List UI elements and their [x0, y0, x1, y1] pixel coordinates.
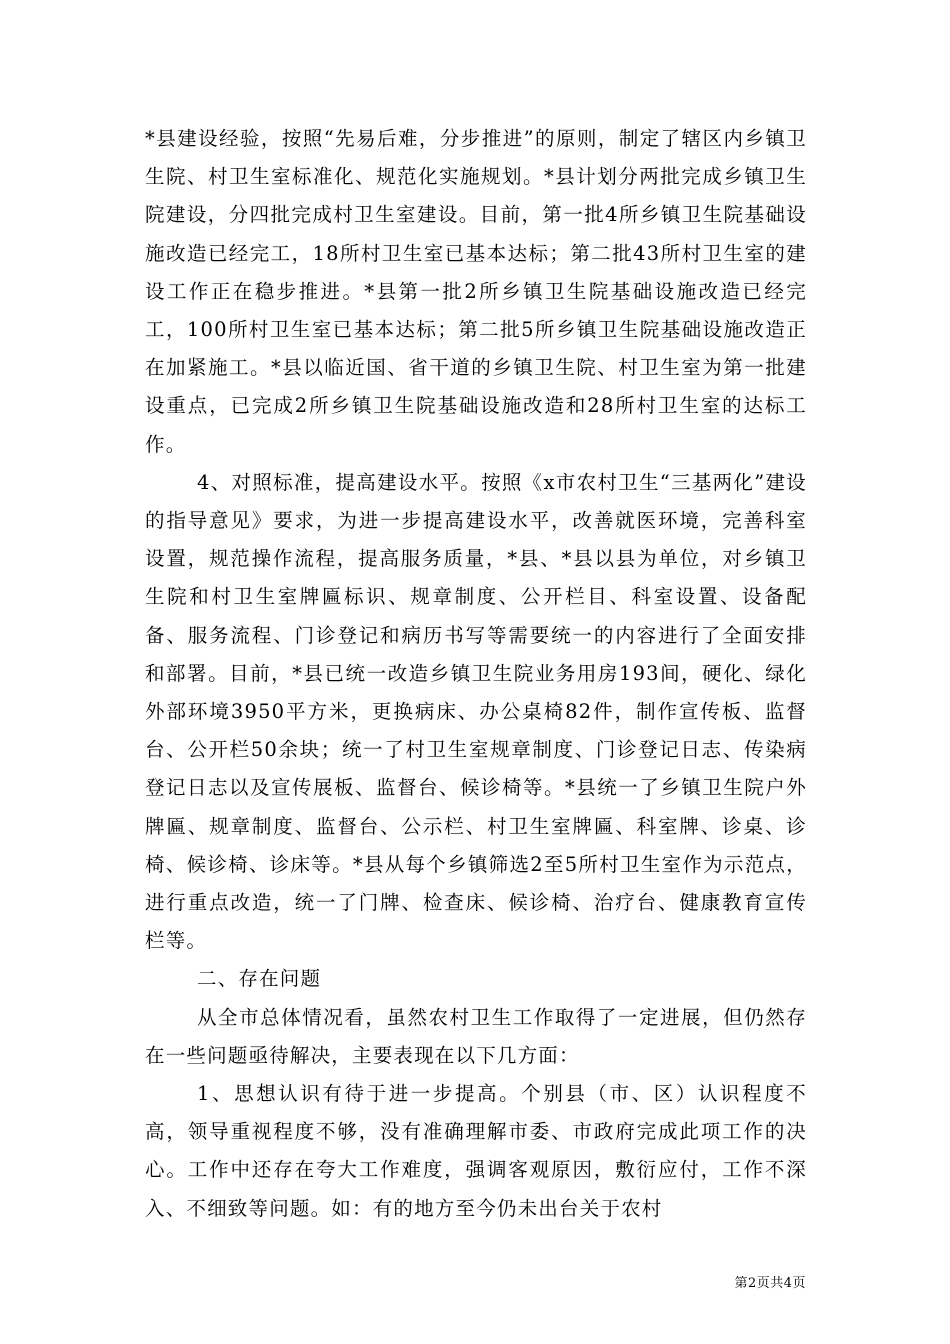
paragraph-awareness: 1、思想认识有待于进一步提高。个别县（市、区）认识程度不高，领导重视程度不够，没有准确理解市委、市政府完成此项工作的决心。工作中还存在夸大工作难度，强调客观原因，敷衍应付，工作不深入、不细致等问题。如：有的地方至今仍未出台关于农村 [145, 1082, 807, 1220]
paragraph-standards: 4、对照标准，提高建设水平。按照《x市农村卫生“三基两化”建设的指导意见》要求，为进一步提高建设水平，改善就医环境，完善科室设置，规范操作流程，提高服务质量，*县、*县以县为单位，对乡镇卫生院和村卫生室牌匾标识、规章制度、公开栏目、科室设置、设备配备、服务流程、门诊登记和病历书写等需要统一的内容进行了全面安排和部署。目前，*县已统一改造乡镇卫生院业务用房193间，硬化、绿化外部环境3950平方米，更换病床、办公桌椅82件，制作宣传板、监督台、公开栏50余块；统一了村卫生室规章制度、门诊登记日志、传染病登记日志以及宣传展板、监督台、候诊椅等。*县统一了乡镇卫生院户外牌匾、规章制度、监督台、公示栏、村卫生室牌匾、科室牌、诊桌、诊椅、候诊椅、诊床等。*县从每个乡镇筛选2至5所村卫生室作为示范点，进行重点改造，统一了门牌、检查床、候诊椅、治疗台、健康教育宣传栏等。 [145, 470, 807, 953]
section-heading-problems: 二、存在问题 [197, 967, 322, 991]
paragraph-construction-progress: *县建设经验，按照“先易后难，分步推进”的原则，制定了辖区内乡镇卫生院、村卫生室标准化、规范化实施规划。*县计划分两批完成乡镇卫生院建设，分四批完成村卫生室建设。目前，第一批4所乡镇卫生院基础设施改造已经完工，18所村卫生室已基本达标；第二批43所村卫生室的建设工作正在稳步推进。*县第一批2所乡镇卫生院基础设施改造已经完工，100所村卫生室已基本达标；第二批5所乡镇卫生院基础设施改造正在加紧施工。*县以临近国、省干道的乡镇卫生院、村卫生室为第一批建设重点，已完成2所乡镇卫生院基础设施改造和28所村卫生室的达标工作。 [145, 127, 807, 456]
page-number: 第2页共4页 [734, 1276, 806, 1291]
paragraph-overall-situation: 从全市总体情况看，虽然农村卫生工作取得了一定进展，但仍然存在一些问题亟待解决，主要表现在以下几方面： [145, 1005, 807, 1067]
document-body [145, 120, 807, 1228]
